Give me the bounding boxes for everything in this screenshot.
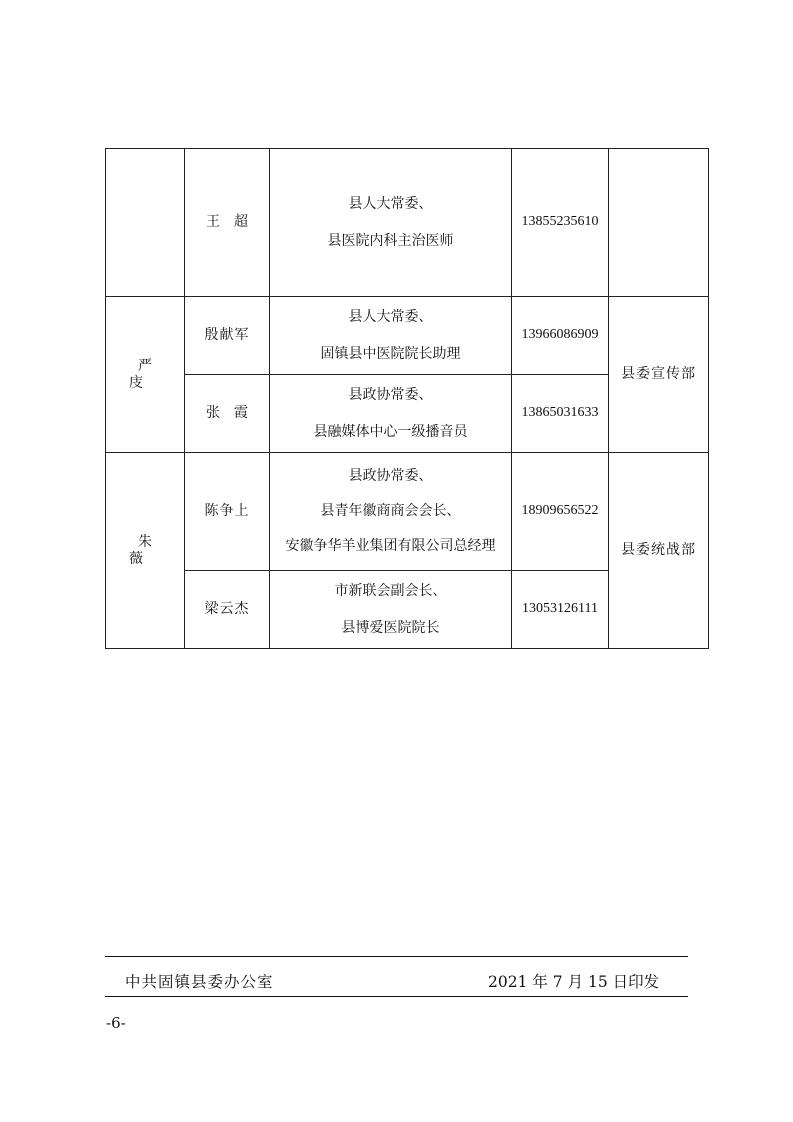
page-number: -6- bbox=[106, 1014, 126, 1032]
roster-table bbox=[105, 148, 709, 649]
leader-cell: 严庋 bbox=[106, 297, 185, 453]
unit-cell: 县委宣传部 bbox=[609, 297, 709, 453]
unit-cell: 县委统战部 bbox=[609, 453, 709, 649]
member-phone: 18909656522 bbox=[512, 453, 609, 571]
role-line: 固镇县中医院院长助理 bbox=[320, 345, 461, 362]
role-line: 县青年徽商商会会长、 bbox=[320, 503, 461, 520]
role-line: 市新联会副会长、 bbox=[334, 582, 447, 599]
member-role bbox=[270, 149, 512, 297]
role-line: 县融媒体中心一级播音员 bbox=[313, 423, 468, 440]
member-name: 陈争上 bbox=[185, 453, 270, 571]
footer-date: 2021 年 7 月 15 日印发 bbox=[488, 973, 660, 991]
role-line: 安徽争华羊业集团有限公司总经理 bbox=[285, 537, 496, 554]
member-name: 殷献军 bbox=[185, 297, 270, 375]
role-line: 县医院内科主治医师 bbox=[327, 232, 454, 249]
table-row bbox=[106, 149, 709, 297]
role-line: 县政协常委、 bbox=[348, 468, 433, 485]
leader-cell: 朱薇 bbox=[106, 453, 185, 649]
table-row bbox=[106, 297, 709, 375]
member-phone: 13855235610 bbox=[512, 149, 609, 297]
role-line: 县人大常委、 bbox=[348, 308, 433, 325]
footer-issuer: 中共固镇县委办公室 bbox=[125, 973, 274, 991]
member-role bbox=[270, 297, 512, 375]
role-line: 县人大常委、 bbox=[348, 195, 433, 212]
footer-top-rule bbox=[105, 956, 688, 957]
member-role bbox=[270, 375, 512, 453]
role-line: 县政协常委、 bbox=[348, 386, 433, 403]
table-row bbox=[106, 453, 709, 571]
member-role bbox=[270, 571, 512, 649]
member-role bbox=[270, 453, 512, 571]
member-name: 梁云杰 bbox=[185, 571, 270, 649]
leader-cell bbox=[106, 149, 185, 297]
member-phone: 13865031633 bbox=[512, 375, 609, 453]
unit-cell bbox=[609, 149, 709, 297]
member-name: 张霞 bbox=[185, 375, 270, 453]
member-name: 王超 bbox=[185, 149, 270, 297]
role-line: 县博爱医院院长 bbox=[341, 619, 440, 636]
member-phone: 13053126111 bbox=[512, 571, 609, 649]
member-phone: 13966086909 bbox=[512, 297, 609, 375]
footer-bottom-rule bbox=[105, 996, 688, 997]
